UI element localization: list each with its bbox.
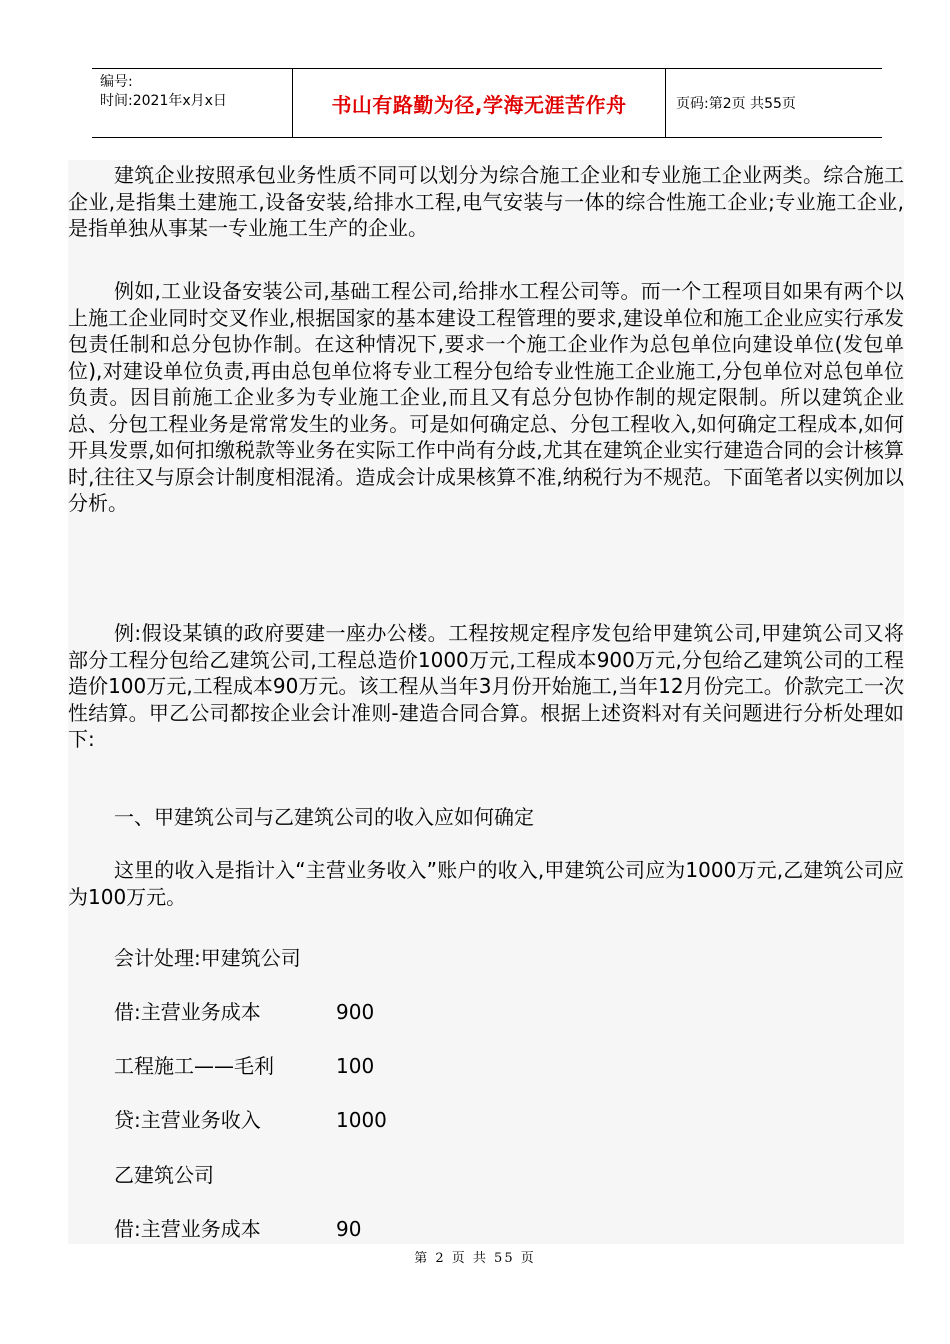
- time-label: 时间:2021年x月x日: [100, 93, 227, 109]
- paragraph-3: 例:假设某镇的政府要建一座办公楼。工程按规定程序发包给甲建筑公司,甲建筑公司又将部分工程分包给乙建筑公司,工程总造价1000万元,工程成本900万元,分包给乙建筑公司的工程造价100万元,工程成本90万元。该工程从当年3月份开始施工,当年12月份完工。价款完工一次性结算。甲乙公司都按企业会计准则-建造合同合算。根据上述资料对有关问题进行分析处理如下:: [68, 621, 904, 751]
- journal-account: 工程施工——毛利: [114, 1054, 274, 1078]
- document-body: [68, 160, 904, 1244]
- page-header: [92, 68, 882, 138]
- paragraph-4: 这里的收入是指计入“主营业务收入”账户的收入,甲建筑公司应为1000万元,乙建筑公司应为100万元。: [68, 858, 904, 909]
- journal-account: 借:主营业务成本: [114, 1217, 261, 1241]
- journal-account: 借:主营业务成本: [114, 1000, 261, 1024]
- page-footer: 第 2 页 共 55 页: [414, 1251, 536, 1266]
- journal-title-b: 乙建筑公司: [114, 1163, 214, 1187]
- journal-title-a: 会计处理:甲建筑公司: [114, 946, 301, 970]
- journal-account: 贷:主营业务收入: [114, 1108, 261, 1132]
- section-heading: 一、甲建筑公司与乙建筑公司的收入应如何确定: [114, 805, 534, 829]
- journal-amount: 900: [336, 1000, 375, 1024]
- journal-amount: 1000: [336, 1108, 387, 1132]
- page-code: 页码:第2页 共55页: [676, 96, 796, 112]
- header-page-code-cell: [666, 69, 882, 137]
- header-motto-cell: [293, 69, 666, 137]
- paragraph-2: 例如,工业设备安装公司,基础工程公司,给排水工程公司等。而一个工程项目如果有两个以上施工企业同时交叉作业,根据国家的基本建设工程管理的要求,建设单位和施工企业应实行承发包责任制和总分包协作制。在这种情况下,要求一个施工企业作为总包单位向建设单位(发包单位),对建设单位负责,再由总包单位将专业工程分包给专业性施工企业施工,分包单位对总包单位负责。因目前施工企业多为专业施工企业,而且又有总分包协作制的规定限制。所以建筑企业总、分包工程业务是常常发生的业务。可是如何确定总、分包工程收入,如何确定工程成本,如何开具发票,如何扣缴税款等业务在实际工作中尚有分歧,尤其在建筑企业实行建造合同的会计核算时,往往又与原会计制度相混淆。造成会计成果核算不准,纳税行为不规范。下面笔者以实例加以分析。: [68, 279, 904, 515]
- header-meta: [92, 69, 293, 137]
- number-label: 编号:: [100, 74, 133, 90]
- header-motto: 书山有路勤为径,学海无涯苦作舟: [331, 92, 627, 117]
- journal-amount: 100: [336, 1054, 375, 1078]
- journal-amount: 90: [336, 1217, 362, 1241]
- paragraph-1: 建筑企业按照承包业务性质不同可以划分为综合施工企业和专业施工企业两类。综合施工企业,是指集土建施工,设备安装,给排水工程,电气安装与一体的综合性施工企业;专业施工企业,是指单独从事某一专业施工生产的企业。: [68, 163, 904, 240]
